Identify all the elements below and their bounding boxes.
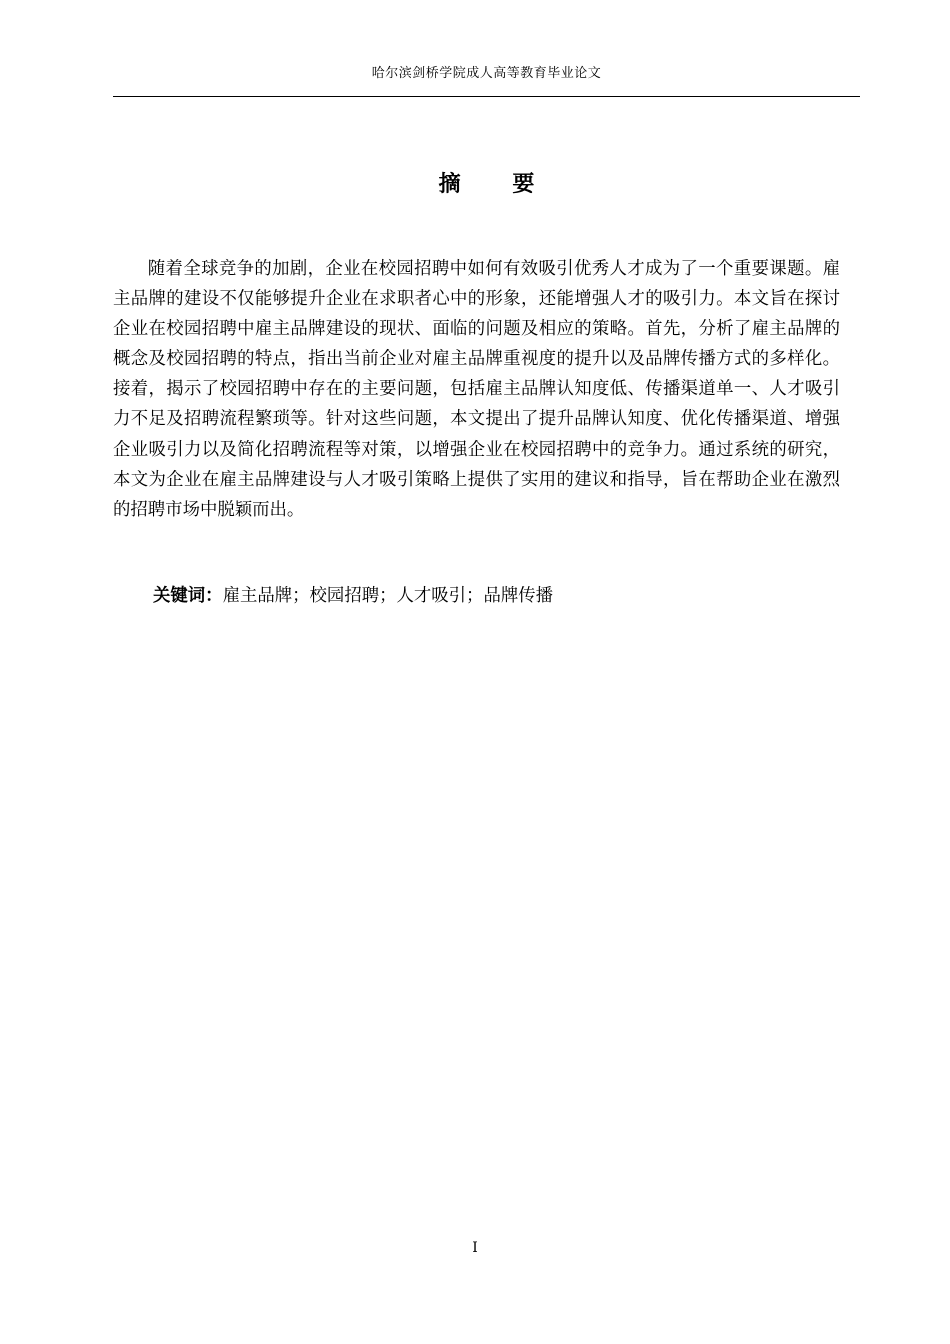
header-divider: [113, 96, 860, 97]
page-number: I: [472, 1240, 478, 1256]
keywords-line: [153, 582, 553, 610]
abstract-body: 随着全球竞争的加剧，企业在校园招聘中如何有效吸引优秀人才成为了一个重要课题。雇主品牌的建设不仅能够提升企业在求职者心中的形象，还能增强人才的吸引力。本文旨在探讨企业在校园招聘中雇主品牌建设的现状、面临的问题及相应的策略。首先，分析了雇主品牌的概念及校园招聘的特点，指出当前企业对雇主品牌重视度的提升以及品牌传播方式的多样化。接着，揭示了校园招聘中存在的主要问题，包括雇主品牌认知度低、传播渠道单一、人才吸引力不足及招聘流程繁琐等。针对这些问题，本文提出了提升品牌认知度、优化传播渠道、增强企业吸引力以及简化招聘流程等对策，以增强企业在校园招聘中的竞争力。通过系统的研究，本文为企业在雇主品牌建设与人才吸引策略上提供了实用的建议和指导，旨在帮助企业在激烈的招聘市场中脱颖而出。: [113, 259, 840, 520]
abstract-title: 摘 要: [438, 172, 557, 197]
running-header: 哈尔滨剑桥学院成人高等教育毕业论文: [371, 66, 602, 81]
keywords-label: 关键词：: [153, 586, 223, 606]
keywords-value: 雇主品牌；校园招聘；人才吸引；品牌传播: [222, 586, 554, 606]
